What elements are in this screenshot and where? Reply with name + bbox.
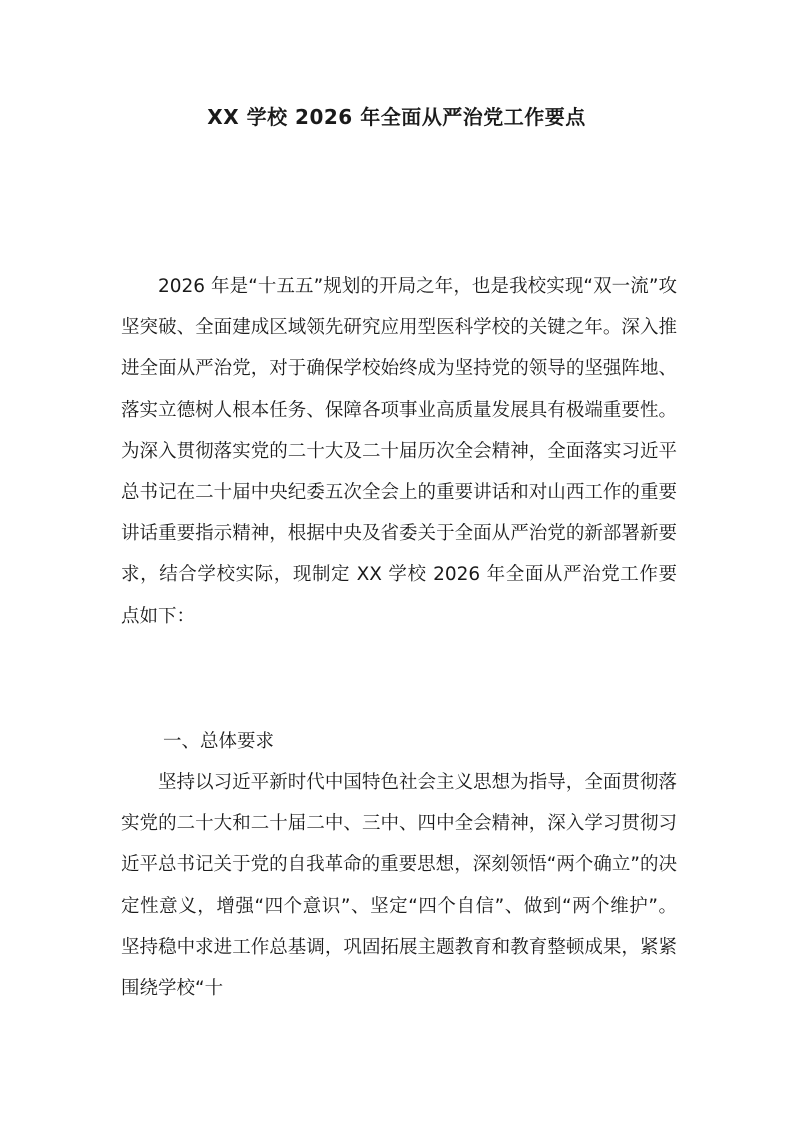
intro-paragraph: 2026 年是“十五五”规划的开局之年，也是我校实现“双一流”攻坚突破、全面建成区域领先研究应用型医科学校的关键之年。深入推进全面从严治党，对于确保学校始终成为坚持党的领导的坚强阵地、落实立德树人根本任务、保障各项事业高质量发展具有极端重要性。为深入贯彻落实党的二十大及二十届历次全会精神，全面落实习近平总书记在二十届中央纪委五次全会上的重要讲话和对山西工作的重要讲话重要指示精神，根据中央及省委关于全面从严治党的新部署新要求，结合学校实际，现制定 XX 学校 2026 年全面从严治党工作要点如下： xyxy=(121,276,677,627)
document-title: XX 学校 2026 年全面从严治党工作要点 xyxy=(207,105,586,129)
section-heading-general-requirements: 一、总体要求 xyxy=(163,731,275,752)
section-1-paragraph: 坚持以习近平新时代中国特色社会主义思想为指导，全面贯彻落实党的二十大和二十届二中、三中、四中全会精神，深入学习贯彻习近平总书记关于党的自我革命的重要思想，深刻领悟“两个确立”的决定性意义，增强“四个意识”、坚定“四个自信”、做到“两个维护”。坚持稳中求进工作总基调，巩固拓展主题教育和教育整顿成果，紧紧围绕学校“十 xyxy=(121,772,677,1000)
